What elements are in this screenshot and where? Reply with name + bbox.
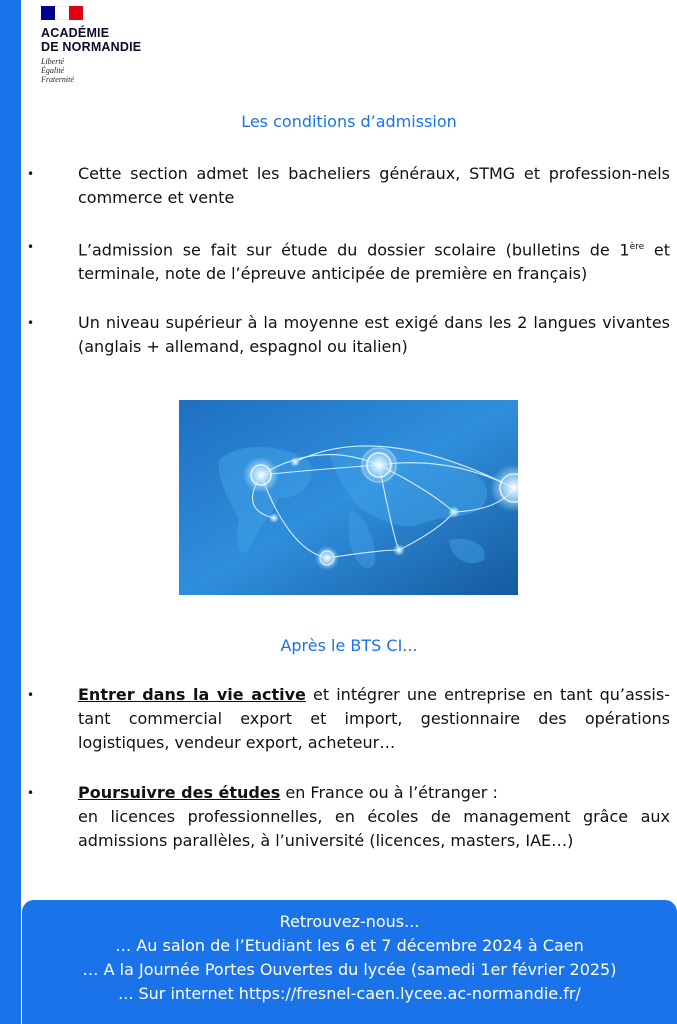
motto-fraternite: Fraternité	[41, 75, 74, 84]
bullet-icon: •	[27, 240, 35, 254]
after-item-2-detail: en licences professionnelles, en écoles de management grâce aux admissions parallèles, à l’université (licences, masters, IAE…)	[78, 807, 670, 850]
bullet-icon: •	[27, 688, 35, 702]
emphasis-vie-active: Entrer dans la vie active	[78, 685, 306, 704]
admission-item-text: Cette section admet les bacheliers généraux, STMG et profession-nels commerce et vente	[78, 164, 670, 207]
left-accent-bar	[0, 0, 21, 1024]
academie-logo	[41, 6, 141, 84]
bullet-icon: •	[27, 786, 35, 800]
footer-website-link[interactable]: ... Sur internet https://fresnel-caen.lycee.ac-normandie.fr/	[118, 984, 581, 1003]
bullet-icon: •	[27, 316, 35, 330]
republic-motto	[41, 57, 141, 84]
world-network-map-image	[179, 400, 518, 595]
footer-line-2: … Au salon de l’Etudiant les 6 et 7 décembre 2024 à Caen	[115, 936, 584, 955]
after-item-text: Poursuivre des études en France ou à l’étranger :	[78, 783, 498, 802]
after-item-text: Entrer dans la vie active et intégrer une entreprise en tant qu’assis-tant commercial export et import, gestionnaire des opérations logistiques, vendeur export, acheteur…	[78, 685, 670, 752]
academie-name-line2: DE NORMANDIE	[41, 40, 142, 54]
french-flag-icon	[41, 6, 83, 20]
contact-footer	[22, 900, 677, 1024]
academie-name	[41, 26, 141, 54]
footer-line-1: Retrouvez-nous...	[279, 912, 420, 931]
admission-item-text: Un niveau supérieur à la moyenne est exigé dans les 2 langues vivantes (anglais + allemand, espagnol ou italien)	[78, 313, 670, 356]
emphasis-poursuivre-etudes: Poursuivre des études	[78, 783, 281, 802]
footer-line-3: … A la Journée Portes Ouvertes du lycée (samedi 1er février 2025)	[82, 960, 617, 979]
bullet-icon: •	[27, 167, 35, 181]
after-bts-title: Après le BTS CI...	[280, 636, 418, 655]
academie-name-line1: ACADÉMIE	[41, 26, 110, 40]
admission-item-text: L’admission se fait sur étude du dossier scolaire (bulletins de 1ère et terminale, note de l’épreuve anticipée de première en français)	[78, 240, 671, 284]
motto-egalite: Égalité	[41, 66, 65, 75]
superscript-ere: ère	[629, 242, 645, 252]
admission-title: Les conditions d’admission	[241, 112, 457, 131]
motto-liberte: Liberté	[41, 57, 65, 66]
